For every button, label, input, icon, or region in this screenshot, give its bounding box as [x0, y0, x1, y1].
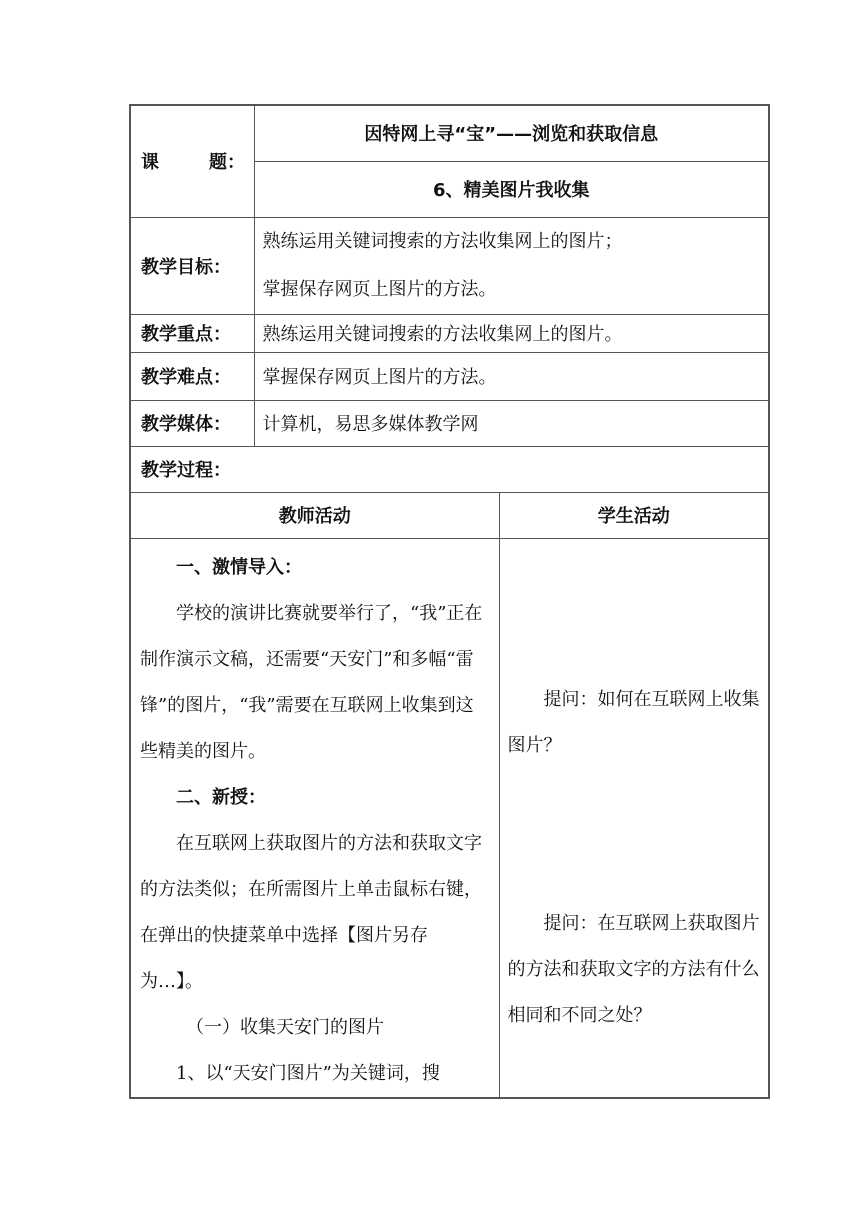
media-value: 计算机，易思多媒体教学网 — [254, 400, 769, 446]
objectives-label: 教学目标： — [130, 217, 254, 314]
topic-label — [130, 105, 254, 217]
lesson-plan-page — [129, 104, 768, 1099]
objectives-value — [254, 217, 769, 314]
new-lesson-paragraph: 在互联网上获取图片的方法和获取文字的方法类似；在所需图片上单击鼠标右键，在弹出的快捷菜单中选择【图片另存为…】。 — [140, 832, 482, 992]
media-row — [130, 400, 769, 446]
difficulty-row — [130, 352, 769, 400]
step-1-paragraph: 1、以“天安门图片”为关键词，搜 — [176, 1062, 440, 1084]
objective-line-1: 熟练运用关键词搜索的方法收集网上的图片； — [262, 230, 623, 252]
difficulty-label: 教学难点： — [130, 352, 254, 400]
student-question-1: 提问：如何在互联网上收集图片？ — [507, 688, 760, 756]
key-point-value: 熟练运用关键词搜索的方法收集网上的图片。 — [254, 314, 769, 352]
teacher-activity-content — [130, 538, 499, 1098]
student-question-2: 提问：在互联网上获取图片的方法和获取文字的方法有什么相同和不同之处？ — [507, 912, 760, 1026]
process-label: 教学过程： — [130, 446, 769, 492]
difficulty-value: 掌握保存网页上图片的方法。 — [254, 352, 769, 400]
intro-paragraph: 学校的演讲比赛就要举行了，“我”正在制作演示文稿，还需要“天安门”和多幅“雷锋”的图片，“我”需要在互联网上收集到这些精美的图片。 — [140, 602, 483, 762]
student-activity-content — [499, 538, 769, 1098]
section-heading-intro: 一、激情导入： — [176, 556, 302, 578]
key-point-label: 教学重点： — [130, 314, 254, 352]
topic-label-a: 课 — [141, 152, 159, 174]
objective-line-2: 掌握保存网页上图片的方法。 — [262, 278, 497, 300]
lesson-plan-table — [129, 104, 770, 1099]
key-point-row — [130, 314, 769, 352]
objectives-row — [130, 217, 769, 314]
lesson-sub-title: 6、精美图片我收集 — [254, 161, 769, 217]
activity-content-row — [130, 538, 769, 1098]
student-activity-header: 学生活动 — [499, 492, 769, 538]
subsection-tiananmen: （一）收集天安门的图片 — [186, 1016, 384, 1038]
media-label: 教学媒体： — [130, 400, 254, 446]
section-heading-new: 二、新授： — [176, 786, 266, 808]
lesson-main-title: 因特网上寻“宝”——浏览和获取信息 — [254, 105, 769, 161]
topic-label-b: 题： — [209, 152, 245, 174]
teacher-activity-header: 教师活动 — [130, 492, 499, 538]
process-row — [130, 446, 769, 492]
topic-row-1 — [130, 105, 769, 161]
activity-header-row — [130, 492, 769, 538]
